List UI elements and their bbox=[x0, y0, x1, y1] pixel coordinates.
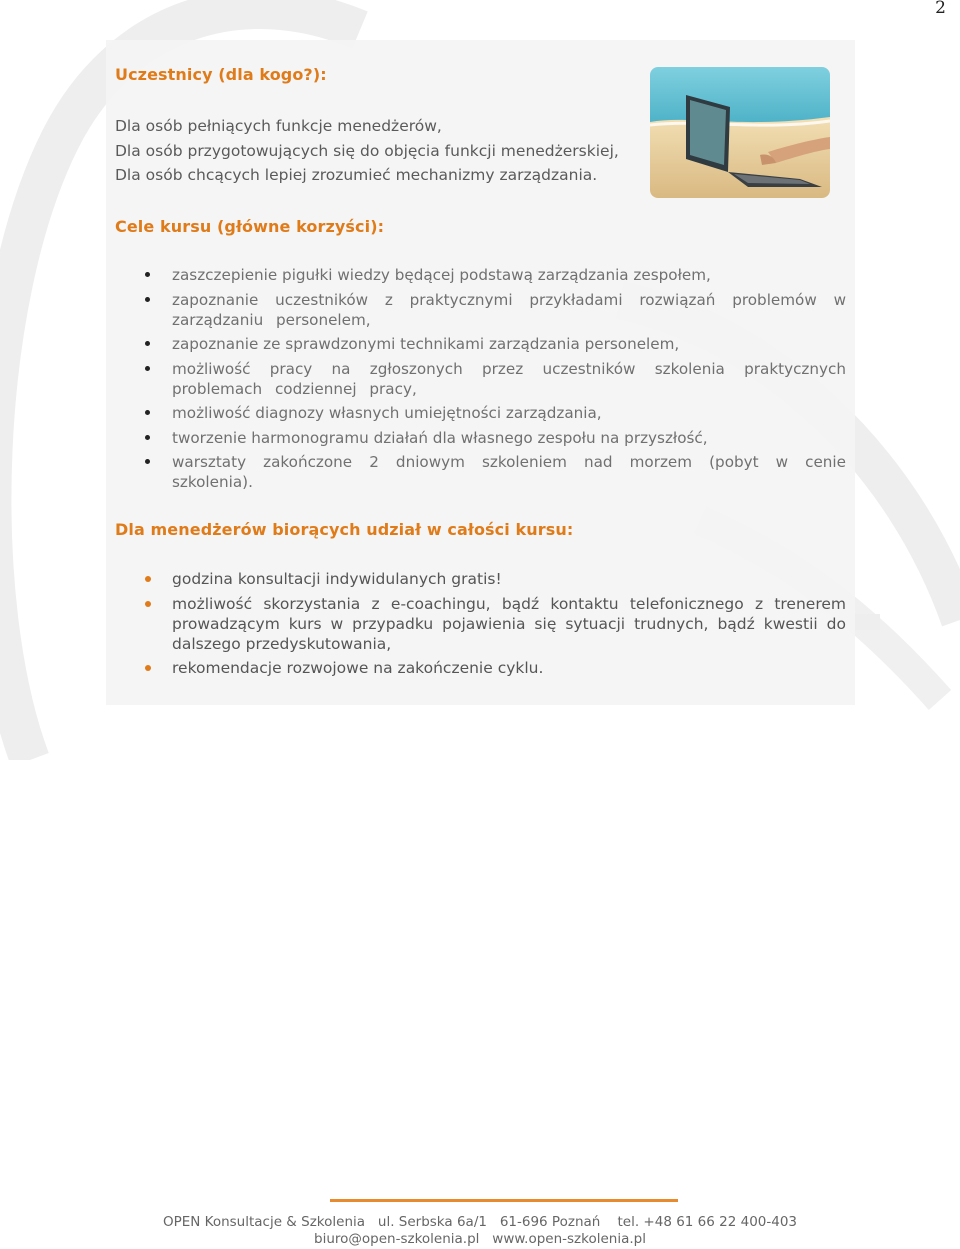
footer-address: OPEN Konsultacje & Szkolenia ul. Serbska 6a/1 61-696 Poznań tel. +48 61 66 22 400-403 bbox=[162, 1214, 798, 1230]
list-item: rekomendacje rozwojowe na zakończenie cyklu. bbox=[172, 658, 846, 678]
course-goals-heading: Cele kursu (główne korzyści): bbox=[115, 217, 385, 236]
participant-line: Dla osób chcących lepiej zrozumieć mechanizmy zarządzania. bbox=[115, 166, 598, 184]
managers-heading: Dla menedżerów biorących udział w całości kursu: bbox=[115, 520, 574, 539]
list-item: możliwość diagnozy własnych umiejętności zarządzania, bbox=[172, 403, 846, 423]
list-item: warsztaty zakończone 2 dniowym szkoleniem nad morzem (pobyt w cenie szkolenia). bbox=[172, 453, 846, 491]
footer-divider bbox=[330, 1199, 678, 1202]
manager-bonuses-list bbox=[172, 569, 846, 683]
footer-contact: biuro@open-szkolenia.pl www.open-szkolenia.pl bbox=[314, 1231, 646, 1247]
beach-laptop-photo bbox=[650, 67, 830, 198]
participants-heading: Uczestnicy (dla kogo?): bbox=[115, 65, 327, 84]
list-item: możliwość pracy na zgłoszonych przez uczestników szkolenia praktycznych problemach codziennej pracy, bbox=[172, 359, 846, 398]
list-item: tworzenie harmonogramu działań dla własnego zespołu na przyszłość, bbox=[172, 428, 846, 448]
course-goals-list bbox=[172, 265, 846, 497]
participant-line: Dla osób pełniących funkcje menedżerów, bbox=[115, 117, 442, 135]
list-item: zaszczepienie pigułki wiedzy będącej podstawą zarządzania zespołem, bbox=[172, 265, 846, 285]
list-item: możliwość skorzystania z e-coachingu, bądź kontaktu telefonicznego z trenerem prowadzącym kurs w przypadku pojawienia się sytuacji trudnych, bądź kwestii do dalszego przedyskutowania, bbox=[172, 594, 846, 653]
participant-line: Dla osób przygotowujących się do objęcia funkcji menedżerskiej, bbox=[115, 141, 619, 160]
page-number: 2 bbox=[935, 0, 946, 18]
list-item: godzina konsultacji indywidulanych gratis! bbox=[172, 569, 846, 589]
list-item: zapoznanie ze sprawdzonymi technikami zarządzania personelem, bbox=[172, 334, 846, 354]
participants-list bbox=[115, 114, 619, 188]
list-item: zapoznanie uczestników z praktycznymi przykładami rozwiązań problemów w zarządzaniu personelem, bbox=[172, 290, 846, 329]
